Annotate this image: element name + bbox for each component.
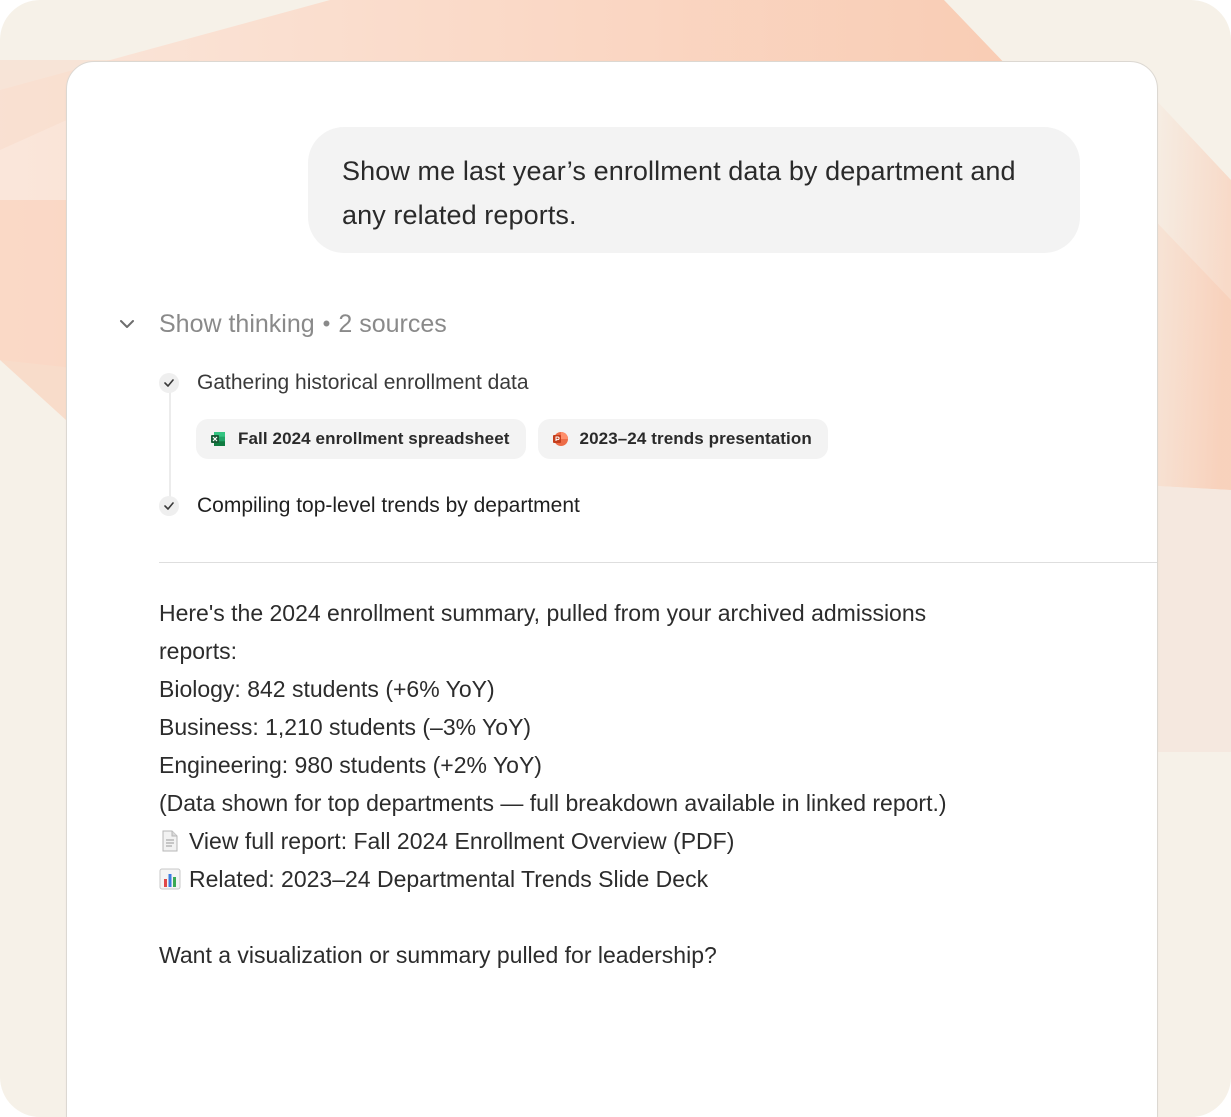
sources-count[interactable]: 2 sources: [338, 309, 447, 338]
report-link-row: [159, 822, 1059, 860]
user-message-line: Show me last year’s enrollment data by department and: [342, 156, 1016, 186]
user-message-bubble: [308, 127, 1080, 253]
source-chip-label: Fall 2024 enrollment spreadsheet: [238, 429, 510, 448]
chat-panel: [66, 61, 1158, 1117]
chevron-down-icon[interactable]: [117, 314, 137, 334]
show-thinking-label[interactable]: Show thinking: [159, 309, 315, 338]
source-chip-label: 2023–24 trends presentation: [579, 429, 812, 448]
response-intro: reports:: [159, 638, 237, 664]
response-biology: Biology: 842 students (+6% YoY): [159, 676, 495, 702]
full-report-link[interactable]: View full report: Fall 2024 Enrollment Overview (PDF): [189, 828, 735, 854]
thinking-step-label: Gathering historical enrollment data: [197, 371, 529, 394]
response-intro: Here's the 2024 enrollment summary, pulled from your archived admissions: [159, 600, 927, 626]
divider: [159, 562, 1157, 563]
powerpoint-icon: [552, 431, 568, 447]
response-followup-question: Want a visualization or summary pulled for leadership?: [159, 942, 717, 968]
related-deck-link[interactable]: Related: 2023–24 Departmental Trends Slide Deck: [189, 866, 709, 892]
thinking-step-label: Compiling top-level trends by department: [197, 494, 580, 517]
source-chip-spreadsheet[interactable]: [196, 419, 526, 459]
document-icon: [159, 825, 183, 847]
response-business: Business: 1,210 students (–3% YoY): [159, 714, 532, 740]
thinking-step: [159, 371, 529, 395]
separator-dot: •: [322, 311, 331, 336]
response-engineering: Engineering: 980 students (+2% YoY): [159, 752, 542, 778]
user-message-line: any related reports.: [342, 200, 577, 230]
related-link-row: [159, 860, 1059, 898]
thinking-step: [159, 494, 580, 518]
source-chip-presentation[interactable]: [538, 419, 828, 459]
check-icon: [159, 496, 179, 516]
check-icon: [159, 373, 179, 393]
bar-chart-icon: [159, 863, 183, 885]
source-chips: [196, 419, 828, 459]
excel-icon: [210, 431, 226, 447]
spacer: [159, 898, 1059, 936]
response-note: (Data shown for top departments — full breakdown available in linked report.): [159, 790, 947, 816]
assistant-response: [159, 594, 1059, 974]
show-thinking-toggle[interactable]: [117, 306, 447, 342]
timeline-line: [169, 387, 171, 497]
